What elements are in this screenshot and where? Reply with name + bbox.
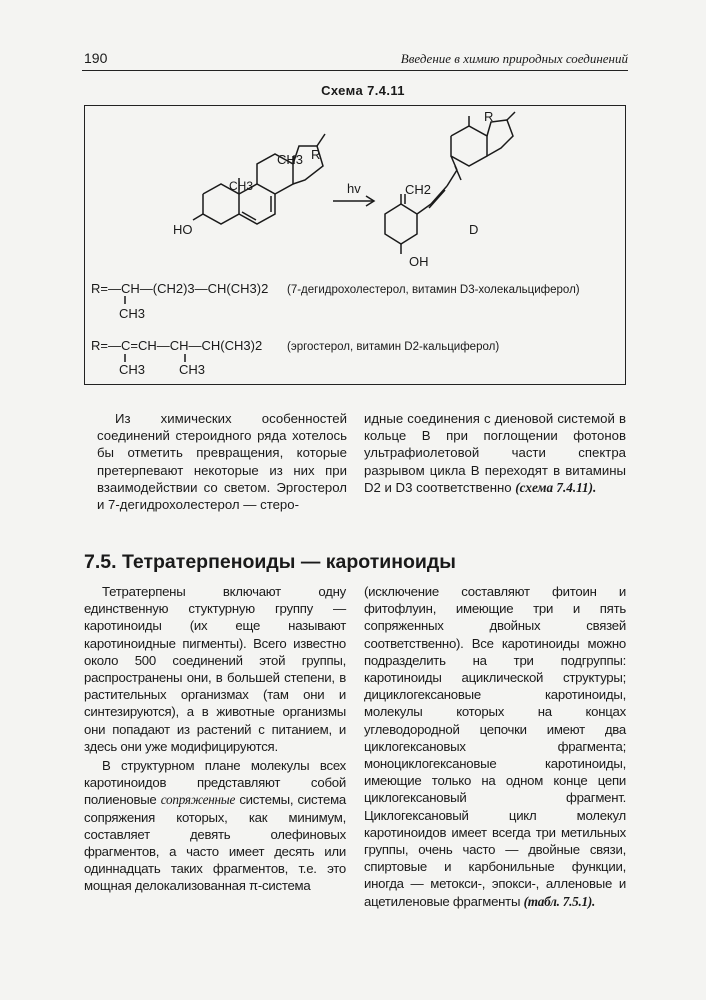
header-rule xyxy=(82,70,628,71)
r-group-2-formula: R=—C=CH—CH—CH(CH3)2 xyxy=(91,338,263,353)
section-title: 7.5. Тетратерпеноиды — каротиноиды xyxy=(84,551,456,573)
intro-right-column xyxy=(364,410,626,496)
right-label-d: D xyxy=(469,222,479,237)
running-title: Введение в химию природных соединений xyxy=(400,51,628,66)
left-methyl-mid: CH3 xyxy=(229,179,254,193)
arrow-label-hv: hv xyxy=(347,181,361,196)
intro-left-paragraph: Из химических особенностей соединений стероидного ряда хотелось бы отметить превращения, которые претерпевают некоторые из них при взаимодействии со светом. Эргостерол и 7-дегидрохолестерол — стеро- xyxy=(97,411,347,513)
right-methylene: CH2 xyxy=(405,182,432,197)
body-left-emphasis: сопряженные xyxy=(160,792,236,808)
r-group-2-methyl-1: CH3 xyxy=(119,362,146,377)
steroid-structure xyxy=(193,134,325,224)
scheme-box xyxy=(84,105,626,385)
intro-scheme-reference: (схема 7.4.11). xyxy=(515,479,597,495)
body-left-paragraph-1: Тетратерпены включают одну единственную стуктурную группу — каротиноиды (их еще называют каротиноидные пигменты). Всего известно около 500 соединений этой группы, распространены они, в большей степени, в растительных организмах (там они и синтезируются), а в животные организмы они попадают из растений с питанием, и здесь они уже модифицируются. xyxy=(84,584,346,754)
r-group-1-formula: R=—CH—(CH2)3—CH(CH3)2 xyxy=(91,281,269,296)
left-hydroxyl: HO xyxy=(173,222,193,237)
scheme-title: Схема 7.4.11 xyxy=(321,83,405,98)
body-left-paragraph-2 xyxy=(84,757,346,895)
intro-left-column xyxy=(97,410,347,513)
body-left-paragraph-2-end: системы, система сопряжения которых, как минимум, составляет девять олефиновых фрагментов, а часто имеет десять или одиннадцать таких фрагментов, т.е. это мощная делокализованная π-система xyxy=(84,792,346,894)
body-table-reference: (табл. 7.5.1). xyxy=(523,893,596,909)
body-left-column xyxy=(84,583,346,895)
r-group-1-methyl: CH3 xyxy=(119,306,146,321)
body-right-column xyxy=(364,583,626,910)
left-methyl-top: CH3 xyxy=(277,152,304,167)
r-group-1-description: (7-дегидрохолестерол, витамин D3-холекальциферол) xyxy=(287,284,580,296)
page-number: 190 xyxy=(84,50,108,66)
reaction-scheme-diagram xyxy=(85,106,627,386)
left-substituent: R xyxy=(311,147,321,162)
body-right-paragraph: (исключение составляют фитоин и фитофлуин, имеющие три и пять сопряженных двойных связей соответственно). Все каротиноиды можно подразделить на три подгруппы: каротиноиды ациклической структуры; дициклогексановые каротиноиды, молекулы которых на концах углеводородной цепочки имеют два циклогексановых фрагмента; моноциклогексановые каротиноиды, имеющие только на одном конце цепи циклогексановый фрагмент. Циклогексановый цикл молекул каротиноидов имеет всегда три метильных группы, очень часто — двойные связи, спиртовые и карбонильные функции, иногда — метокси-, эпокси-, алленовые и ацетиленовые фрагменты xyxy=(364,584,626,909)
intro-right-text: идные соединения с диеновой системой в кольце В при поглощении фотонов ультрафиолетовой части спектра разрывом цикла В переходят в витамины D2 и D3 соответственно xyxy=(364,411,626,495)
right-hydroxyl: OH xyxy=(409,254,429,269)
body-left-paragraph-2-start: В структурном плане молекулы всех каротиноидов представляют собой полиеновые xyxy=(84,758,346,808)
r-group-2-methyl-2: CH3 xyxy=(179,362,206,377)
r-group-2-description: (эргостерол, витамин D2-кальциферол) xyxy=(287,341,500,353)
right-substituent: R xyxy=(484,109,494,124)
